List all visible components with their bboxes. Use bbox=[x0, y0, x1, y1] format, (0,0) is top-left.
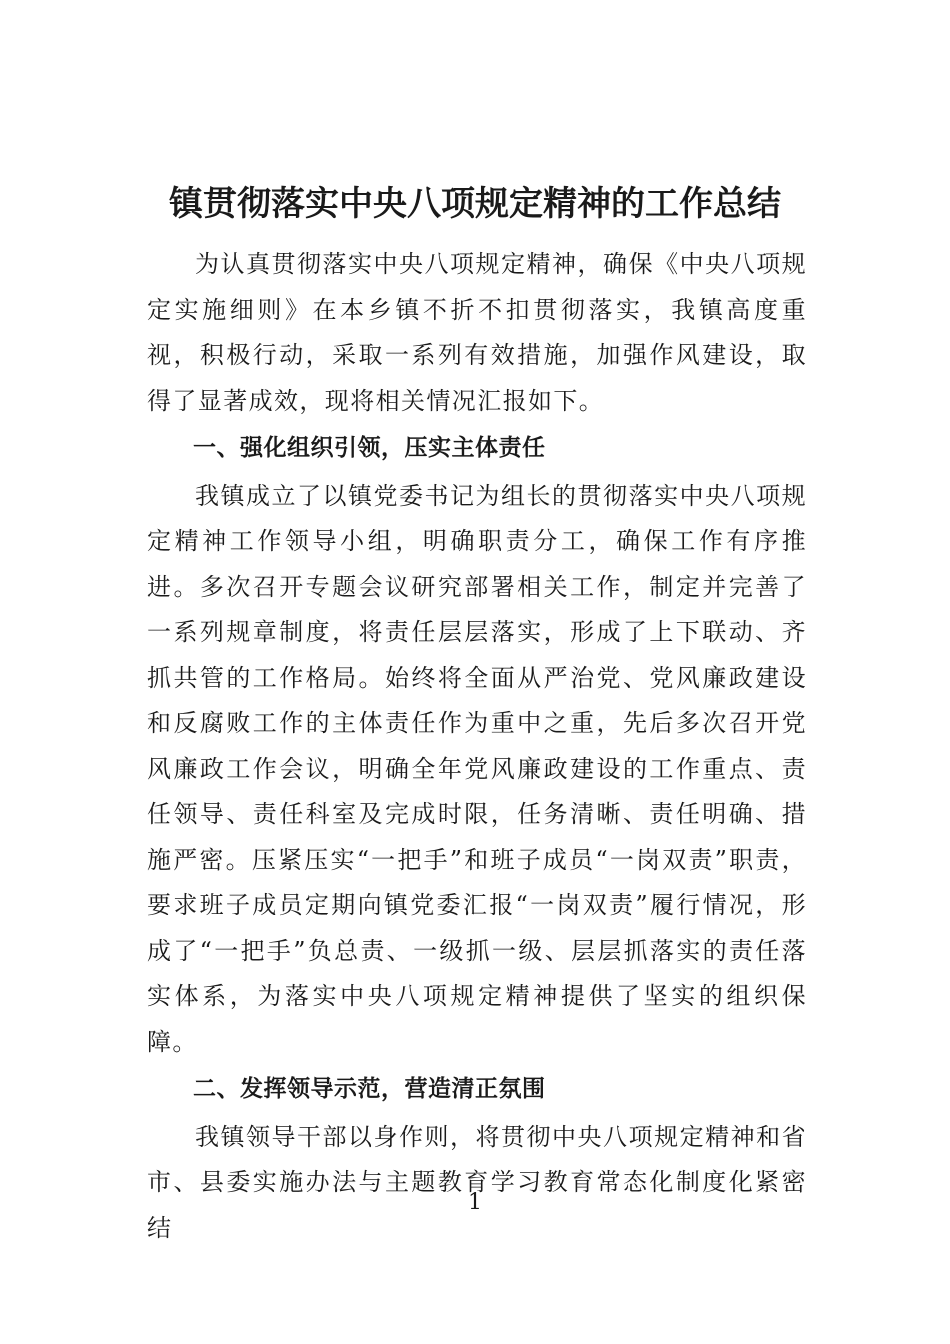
page-number: 1 bbox=[468, 1190, 482, 1215]
document-title: 镇贯彻落实中央八项规定精神的工作总结 bbox=[169, 184, 781, 224]
section-2-paragraph: 我镇领导干部以身作则，将贯彻中央八项规定精神和省市、县委实施办法与主题教育学习教育常态化制度化紧密结 bbox=[147, 1122, 807, 1242]
section-1-paragraph: 我镇成立了以镇党委书记为组长的贯彻落实中央八项规定精神工作领导小组，明确职责分工，确保工作有序推进。多次召开专题会议研究部署相关工作，制定并完善了一系列规章制度，将责任层层落实，形成了上下联动、齐抓共管的工作格局。始终将全面从严治党、党风廉政建设和反腐败工作的主体责任作为重中之重，先后多次召开党风廉政工作会议，明确全年党风廉政建设的工作重点、责任领导、责任科室及完成时限，任务清晰、责任明确、措施严密。压紧压实“一把手”和班子成员“一岗双责”职责，要求班子成员定期向镇党委汇报“一岗双责”履行情况，形成了“一把手”负总责、一级抓一级、层层抓落实的责任落实体系，为落实中央八项规定精神提供了坚实的组织保障。 bbox=[147, 481, 807, 1056]
document-body bbox=[147, 242, 807, 1251]
intro-paragraph: 为认真贯彻落实中央八项规定精神，确保《中央八项规定实施细则》在本乡镇不折不扣贯彻落实，我镇高度重视，积极行动，采取一系列有效措施，加强作风建设，取得了显著成效，现将相关情况汇报如下。 bbox=[147, 250, 807, 415]
section-1-heading: 一、强化组织引领，压实主体责任 bbox=[193, 435, 546, 461]
section-2-heading: 二、发挥领导示范，营造清正氛围 bbox=[193, 1076, 546, 1102]
